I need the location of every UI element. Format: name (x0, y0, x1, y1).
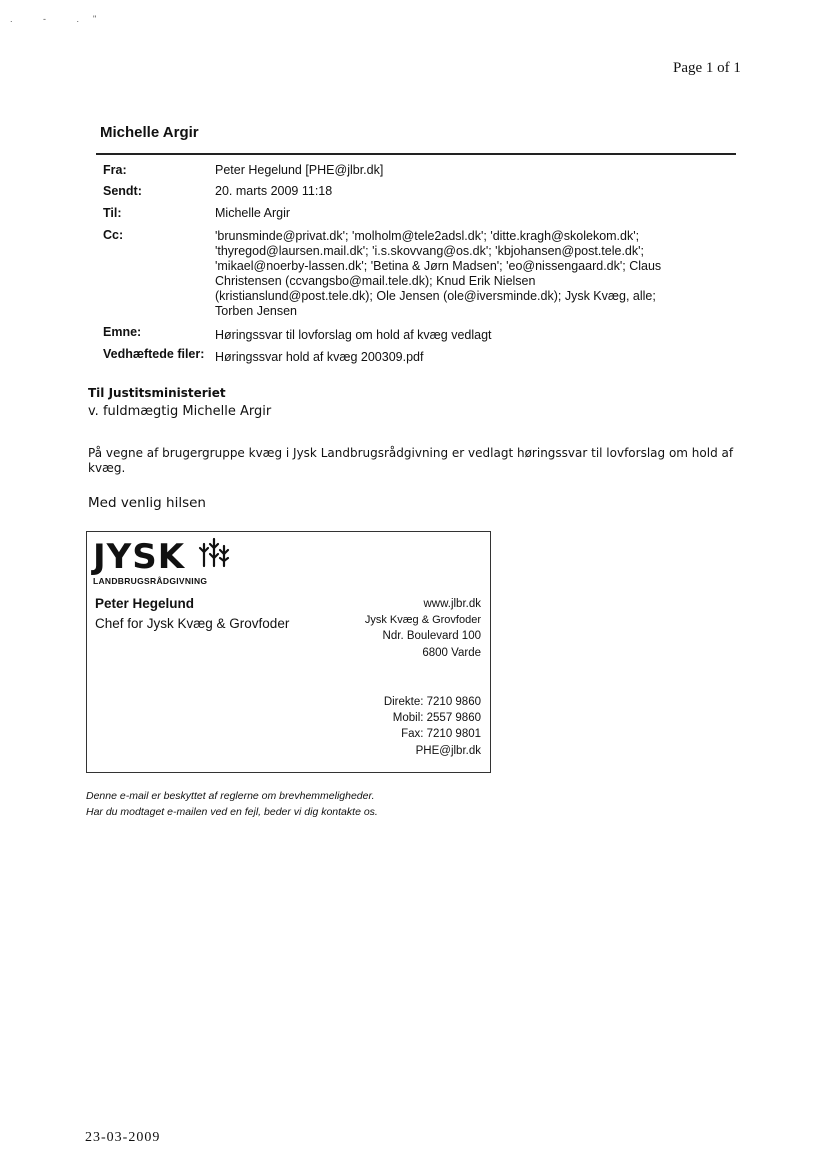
cc-line: 'mikael@noerby-lassen.dk'; 'Betina & Jørn Madsen'; 'eo@nissengaard.dk'; Claus (215, 259, 662, 273)
signature-direct-phone: Direkte: 7210 9860 (383, 696, 481, 708)
cc-label: Cc: (103, 228, 124, 242)
signature-street: Ndr. Boulevard 100 (382, 630, 481, 642)
signature-name: Peter Hegelund (95, 596, 195, 611)
sent-label: Sendt: (103, 184, 142, 198)
from-label: Fra: (103, 163, 127, 177)
cc-line: (kristianslund@post.tele.dk); Ole Jensen (ole@iversminde.dk); Jysk Kvæg, alle; (215, 289, 656, 303)
confidentiality-note-line1: Denne e-mail er beskyttet af reglerne om brevhemmeligheder. (86, 790, 375, 802)
body-paragraph-line1: På vegne af brugergruppe kvæg i Jysk Landbrugsrådgivning er vedlagt høringssvar til lovforslag om hold af (88, 446, 734, 460)
date-stamp: 23-03-2009 (85, 1130, 161, 1145)
recipient-org: Til Justitsministeriet (88, 386, 226, 400)
sent-value: 20. marts 2009 11:18 (215, 184, 333, 198)
signature-fax: Fax: 7210 9801 (401, 728, 481, 740)
body-paragraph-line2: kvæg. (88, 461, 126, 475)
header-divider (96, 153, 736, 155)
attachments-label: Vedhæftede filer: (103, 347, 205, 361)
subject-value: Høringssvar til lovforslag om hold af kvæg vedlagt (215, 328, 492, 342)
mailbox-owner-name: Michelle Argir (100, 124, 199, 141)
confidentiality-note-line2: Har du modtaget e-mailen ved en fejl, beder vi dig kontakte os. (86, 806, 378, 818)
from-value: Peter Hegelund [PHE@jlbr.dk] (215, 163, 384, 177)
cc-line: 'brunsminde@privat.dk'; 'molholm@tele2adsl.dk'; 'ditte.kragh@skolekom.dk'; (215, 229, 640, 243)
page-number: Page 1 of 1 (673, 60, 741, 76)
cc-line: 'thyregod@laursen.mail.dk'; 'i.s.skovvang@os.dk'; 'kbjohansen@post.tele.dk'; (215, 244, 644, 258)
signature-title: Chef for Jysk Kvæg & Grovfoder (95, 616, 290, 631)
signature-email[interactable]: PHE@jlbr.dk (415, 745, 481, 757)
cc-value (215, 229, 685, 319)
scan-marks: . - ." (10, 14, 111, 24)
signature-city: 6800 Varde (422, 647, 481, 659)
company-logo (93, 536, 232, 577)
recipient-person: v. fuldmægtig Michelle Argir (88, 404, 272, 419)
logo-text: JYSK (93, 537, 186, 577)
signature-website[interactable]: www.jlbr.dk (423, 598, 481, 610)
closing: Med venlig hilsen (88, 495, 206, 511)
cc-line: Christensen (ccvangsbo@mail.tele.dk); Knud Erik Nielsen (215, 274, 536, 288)
signature-department: Jysk Kvæg & Grovfoder (364, 614, 481, 626)
to-label: Til: (103, 206, 122, 220)
signature-mobile-phone: Mobil: 2557 9860 (392, 712, 481, 724)
subject-label: Emne: (103, 325, 142, 339)
attachment-link[interactable]: Høringssvar hold af kvæg 200309.pdf (215, 350, 424, 364)
tree-logo-icon (198, 536, 232, 570)
logo-subtitle: LANDBRUGSRÅDGIVNING (93, 576, 208, 586)
cc-line: Torben Jensen (215, 304, 298, 318)
to-value: Michelle Argir (215, 206, 291, 220)
